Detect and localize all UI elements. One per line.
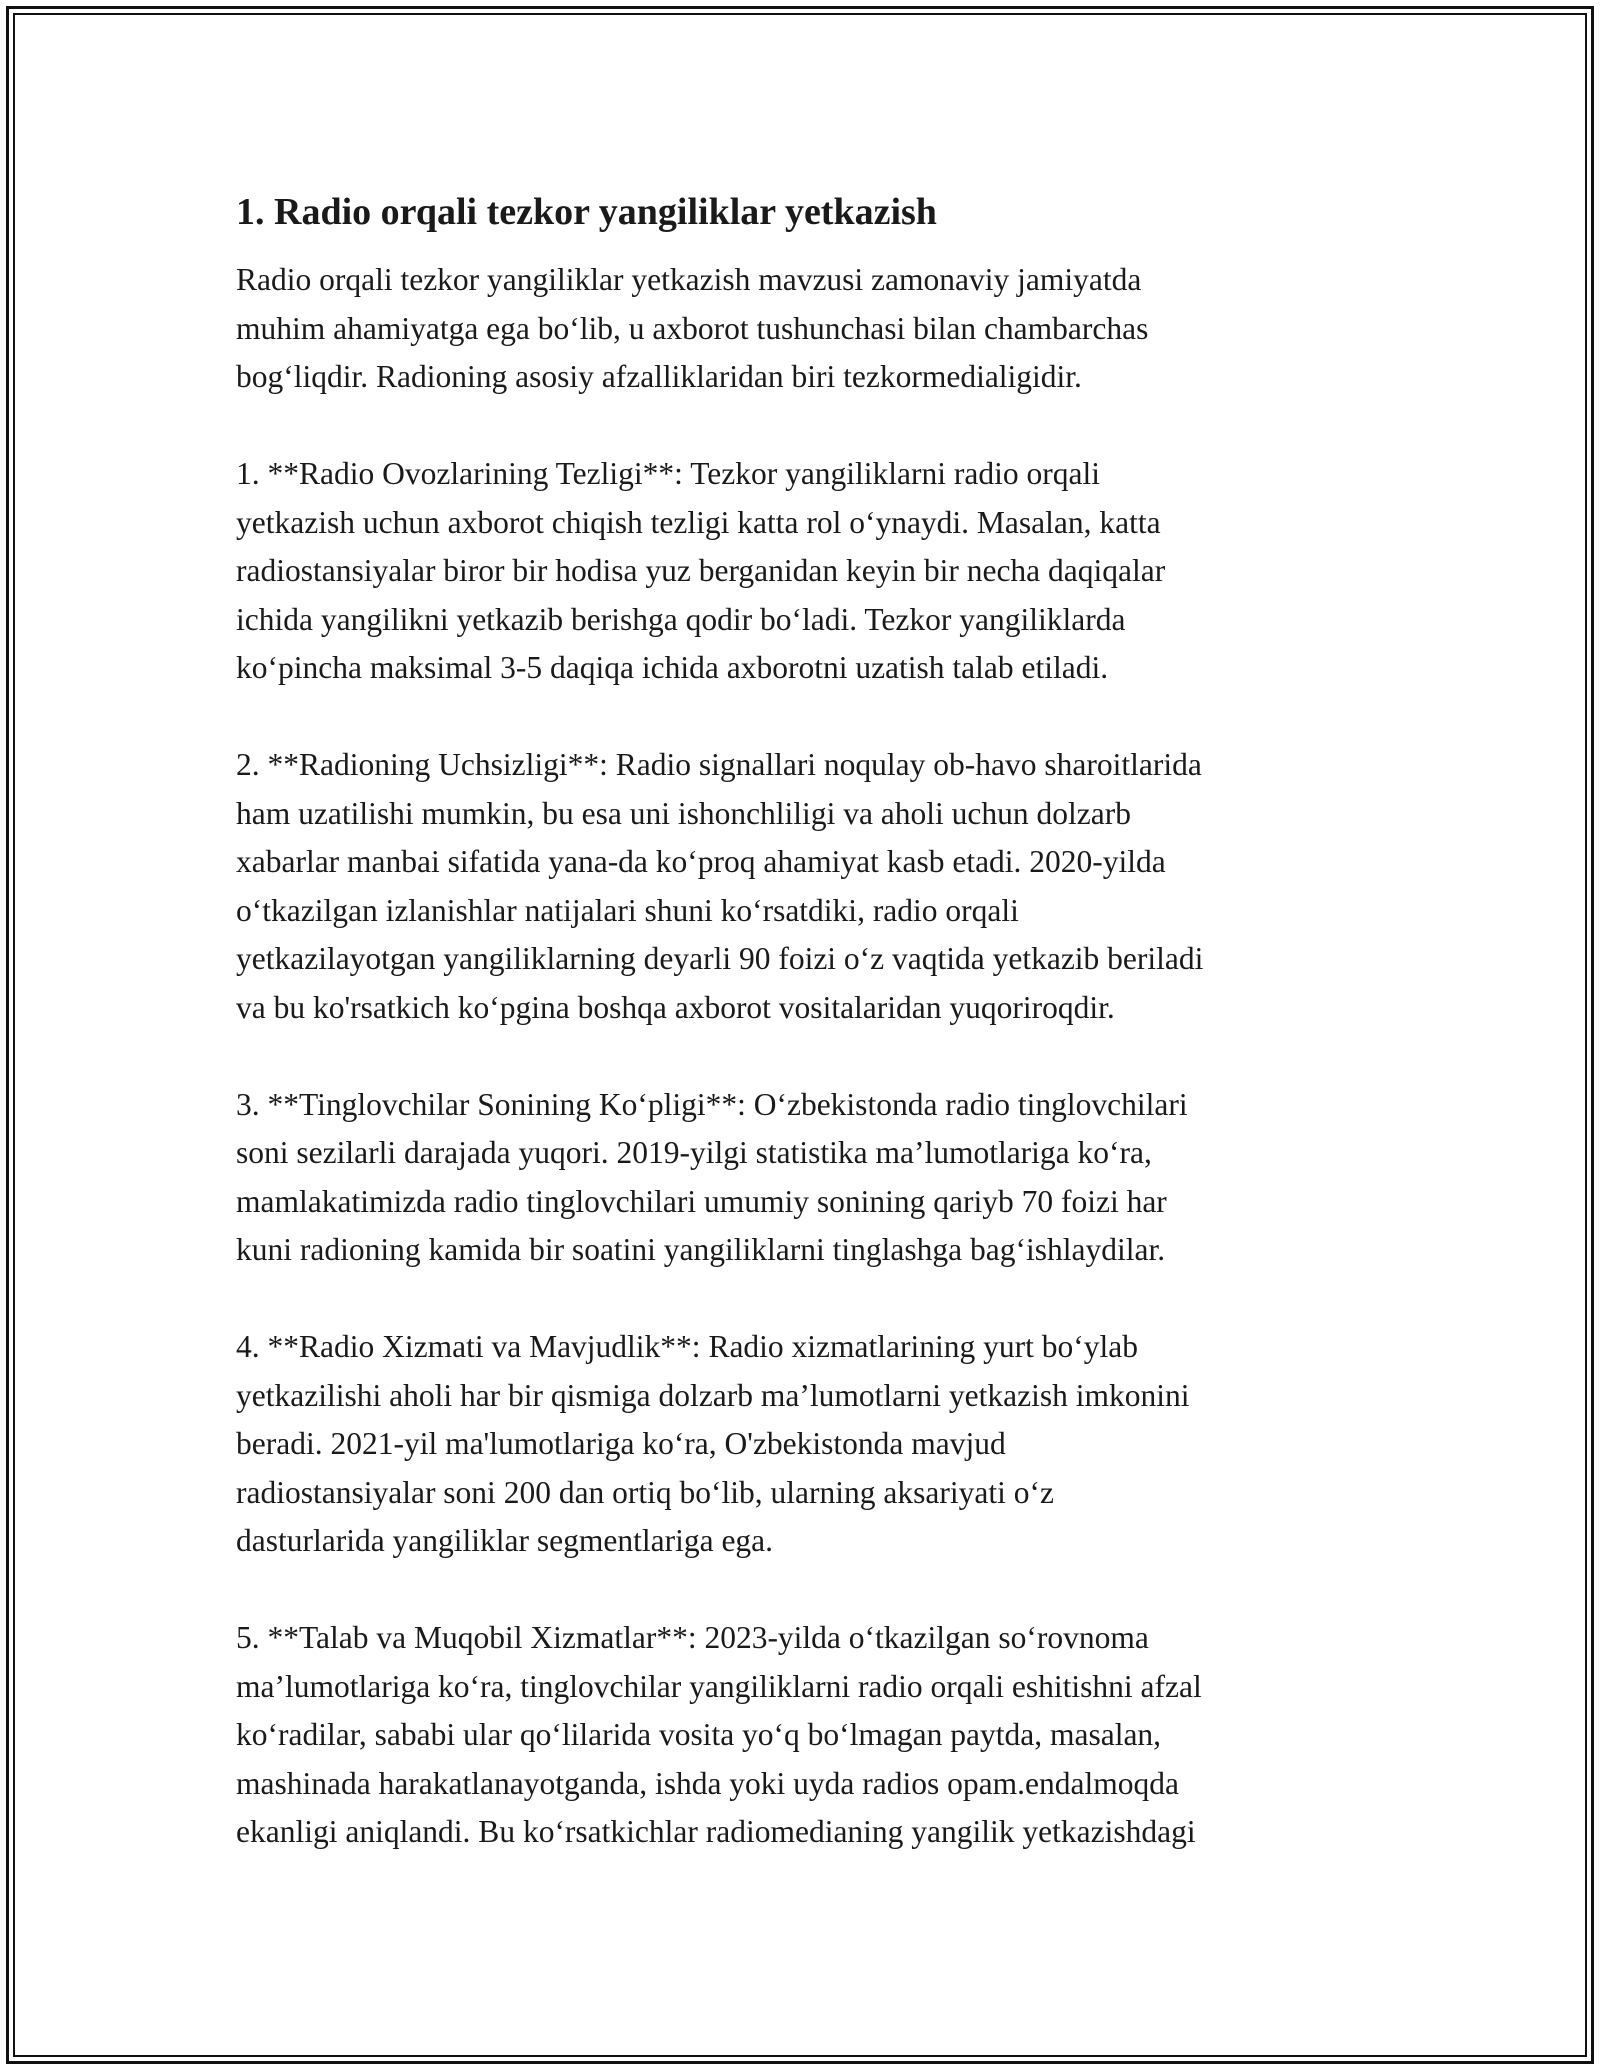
text-line: ichida yangilikni yetkazib berishga qodir bo‘ladi. Tezkor yangiliklarda <box>236 601 1126 637</box>
text-line: mashinada harakatlanayotganda, ishda yoki uyda radios opam.endalmoqda <box>236 1765 1179 1801</box>
text-line: mamlakatimizda radio tinglovchilari umumiy sonining qariyb 70 foizi har <box>236 1183 1167 1219</box>
text-line: ko‘radilar, sababi ular qo‘lilarida vosita yo‘q bo‘lmagan paytda, masalan, <box>236 1717 1162 1752</box>
text-line: kuni radioning kamida bir soatini yangiliklarni tinglashga bag‘ishlaydilar. <box>236 1232 1166 1267</box>
text-line: 3. **Tinglovchilar Sonining Ko‘pligi**: O‘zbekistonda radio tinglovchilari <box>236 1086 1188 1122</box>
text-line: ko‘pincha maksimal 3-5 daqiqa ichida axborotni uzatish talab etiladi. <box>236 650 1109 685</box>
text-line: bog‘liqdir. Radioning asosiy afzalliklaridan biri tezkormedialigidir. <box>236 359 1082 394</box>
text-line: yetkazilishi aholi har bir qismiga dolzarb ma’lumotlarni yetkazish imkonini <box>236 1377 1190 1413</box>
text-line: ekanligi aniqlandi. Bu ko‘rsatkichlar radiomedianing yangilik yetkazishdagi <box>236 1814 1196 1849</box>
text-line: 2. **Radioning Uchsizligi**: Radio signallari noqulay ob-havo sharoitlarida <box>236 747 1202 782</box>
document-page <box>236 188 1386 1905</box>
text-line: Radio orqali tezkor yangiliklar yetkazish mavzusi zamonaviy jamiyatda <box>236 262 1142 297</box>
text-line: ham uzatilishi mumkin, bu esa uni ishonchliligi va aholi uchun dolzarb <box>236 795 1131 831</box>
text-line: radiostansiyalar biror bir hodisa yuz berganidan keyin bir necha daqiqalar <box>236 553 1166 588</box>
text-line: soni sezilarli darajada yuqori. 2019-yilgi statistika ma’lumotlariga ko‘ra, <box>236 1135 1152 1170</box>
text-line: dasturlarida yangiliklar segmentlariga ega. <box>236 1523 774 1558</box>
paragraph-point-3 <box>236 1081 1386 1275</box>
text-line: yetkazish uchun axborot chiqish tezligi katta rol o‘ynaydi. Masalan, katta <box>236 504 1161 540</box>
text-line: va bu ko'rsatkich ko‘pgina boshqa axborot vositalaridan yuqoriroqdir. <box>236 989 1115 1025</box>
text-line: muhim ahamiyatga ega bo‘lib, u axborot tushunchasi bilan chambarchas <box>236 310 1149 346</box>
text-line: ma’lumotlariga ko‘ra, tinglovchilar yangiliklarni radio orqali eshitishni afzal <box>236 1668 1202 1704</box>
document-title: 1. Radio orqali tezkor yangiliklar yetkazish <box>236 191 937 233</box>
text-line: 4. **Radio Xizmati va Mavjudlik**: Radio xizmatlarining yurt bo‘ylab <box>236 1329 1138 1364</box>
text-line: xabarlar manbai sifatida yana-da ko‘proq ahamiyat kasb etadi. 2020-yilda <box>236 844 1166 879</box>
text-line: radiostansiyalar soni 200 dan ortiq bo‘lib, ularning aksariyati o‘z <box>236 1474 1054 1510</box>
paragraph-point-2 <box>236 741 1386 1032</box>
text-line: beradi. 2021-yil ma'lumotlariga ko‘ra, O'zbekistonda mavjud <box>236 1426 1006 1461</box>
paragraph-point-5 <box>236 1614 1386 1857</box>
text-line: 5. **Talab va Muqobil Xizmatlar**: 2023-yilda o‘tkazilgan so‘rovnoma <box>236 1620 1149 1655</box>
paragraph-point-4 <box>236 1323 1386 1566</box>
text-line: yetkazilayotgan yangiliklarning deyarli 90 foizi o‘z vaqtida yetkazib beriladi <box>236 941 1204 976</box>
text-line: o‘tkazilgan izlanishlar natijalari shuni ko‘rsatdiki, radio orqali <box>236 892 1019 928</box>
paragraph-point-1 <box>236 450 1386 693</box>
paragraph-intro <box>236 256 1386 402</box>
text-line: 1. **Radio Ovozlarining Tezligi**: Tezkor yangiliklarni radio orqali <box>236 456 1100 491</box>
